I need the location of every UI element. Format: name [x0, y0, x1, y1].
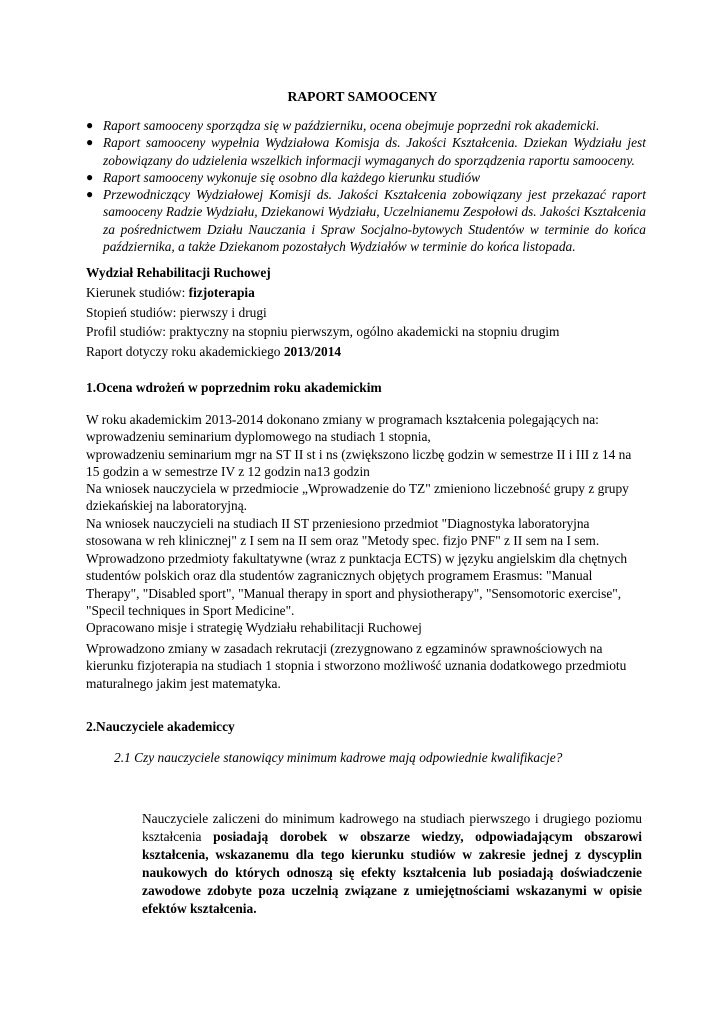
text-line: 15 godzin a w semestrze IV z 12 godzin na13 godzin — [86, 463, 370, 479]
text-line: maturalnego jakim jest matematyka. — [86, 675, 281, 691]
text-line: wprowadzeniu seminarium mgr na ST II st i ns (zwiększono liczbę godzin w semestrze II i III z 14 na — [86, 446, 632, 462]
section-1-heading: 1.Ocena wdrożeń w poprzednim roku akademickim — [86, 380, 382, 395]
list-item — [86, 117, 646, 134]
section-2-answer — [142, 810, 642, 918]
field-of-study — [86, 283, 646, 303]
bullet-icon: ● — [86, 169, 94, 184]
text-line: dziekańskiej na laboratoryjną. — [86, 498, 247, 514]
list-item-text: Przewodniczący Wydziałowej Komisji ds. Jakości Kształcenia zobowiązany jest przekazać raport samooceny Radzie Wydziału, Dziekanowi Wydziału, Uczelnianemu Zespołowi ds. Jakości Kształcenia za pośrednictwem Działu Nauczania i Spraw Socjalno-bytowych Studentów w terminie do końca października, a także Dziekanom pozostałych Wydziałów w terminie do końca listopada. — [103, 187, 646, 255]
text-line: Wprowadzono przedmioty fakultatywne (wraz z punktacja ECTS) w języku angielskim dla chętnych — [86, 551, 628, 566]
text-line: Na wniosek nauczycieli na studiach II ST przeniesiono przedmiot "Diagnostyka laboratoryjna — [86, 515, 590, 531]
text-line: studentów polskich oraz dla studentów zagranicznych objętych programem Erasmus: "Manual — [86, 568, 593, 584]
bullet-icon: ● — [86, 135, 94, 150]
degree-level: Stopień studiów: pierwszy i drugi — [86, 304, 267, 320]
faculty-name: Wydział Rehabilitacji Ruchowej — [86, 265, 271, 280]
list-item-text: Raport samooceny wykonuje się osobno dla każdego kierunku studiów — [103, 169, 481, 185]
question-2-1: 2.1 Czy nauczyciele stanowiący minimum kadrowe mają odpowiednie kwalifikacje? — [114, 750, 563, 765]
instructions-list — [86, 117, 646, 255]
program-info — [86, 263, 646, 362]
section-1-paragraph-2 — [86, 550, 646, 636]
text-line: wprowadzeniu seminarium dyplomowego na studiach 1 stopnia, — [86, 429, 431, 445]
list-item — [86, 169, 646, 186]
text-line: Na wniosek nauczyciela w przedmiocie „Wprowadzenie do TZ" zmieniono liczebność grupy z grupy — [86, 481, 629, 497]
text-line: Therapy", "Disabled sport", "Manual therapy in sport and physiotherapy", "Sensomotoric exercise", — [86, 585, 622, 601]
year-label: Raport dotyczy roku akademickiego — [86, 344, 284, 360]
text-line: W roku akademickim 2013-2014 dokonano zmiany w programach kształcenia polegających na: — [86, 412, 599, 427]
answer-text-bold: posiadają dorobek w obszarze wiedzy, odpowiadającym obszarowi kształcenia, wskazanemu dla tego kierunku studiów w zakresie jednej z dyscyplin naukowych do których odnoszą się efekty kształcenia lub posiadają doświadczenie zawodowe zdobyte poza uczelnią związane z umiejętnościami wskazanymi w opisie efektów kształcenia. — [142, 829, 643, 916]
text-line: "Specil techniques in Sport Medicine". — [86, 602, 295, 618]
list-item-text: Raport samooceny sporządza się w październiku, ocena obejmuje poprzedni rok akademicki. — [103, 118, 600, 133]
academic-year — [86, 342, 646, 362]
field-label: Kierunek studiów: — [86, 284, 189, 300]
list-item — [86, 134, 646, 169]
text-line: kierunku fizjoterapia na studiach 1 stopnia i stworzono możliwość uznania dodatkowego przedmiotu — [86, 658, 627, 674]
answer-text: Nauczyciele zaliczeni do minimum kadrowego na studiach pierwszego i drugiego poziomu kształcenia — [142, 811, 642, 844]
study-profile: Profil studiów: praktyczny na stopniu pierwszym, ogólno akademicki na stopniu drugim — [86, 324, 560, 340]
year-value: 2013/2014 — [283, 344, 342, 360]
section-1-paragraph-3 — [86, 640, 646, 692]
section-2-heading: 2.Nauczyciele akademiccy — [86, 719, 235, 734]
list-item — [86, 186, 646, 255]
bullet-icon: ● — [86, 187, 94, 202]
field-value: fizjoterapia — [188, 284, 255, 300]
text-line: Opracowano misje i strategię Wydziału rehabilitacji Ruchowej — [86, 620, 422, 636]
page-title: RAPORT SAMOOCENY — [287, 89, 438, 104]
text-line: stosowana w reh klinicznej" z I sem na II sem oraz "Metody spec. fizjo PNF" z II sem na I sem. — [86, 533, 600, 549]
list-item-text: Raport samooceny wypełnia Wydziałowa Komisja ds. Jakości Kształcenia. Dziekan Wydziału jest zobowiązany do udzielenia wszelkich informacji wymaganych do sporządzenia raportu samooceny. — [103, 135, 646, 168]
section-1-paragraph-1 — [86, 411, 646, 549]
text-line: Wprowadzono zmiany w zasadach rekrutacji (zrezygnowano z egzaminów sprawnościowych na — [86, 641, 603, 656]
bullet-icon: ● — [86, 118, 94, 132]
